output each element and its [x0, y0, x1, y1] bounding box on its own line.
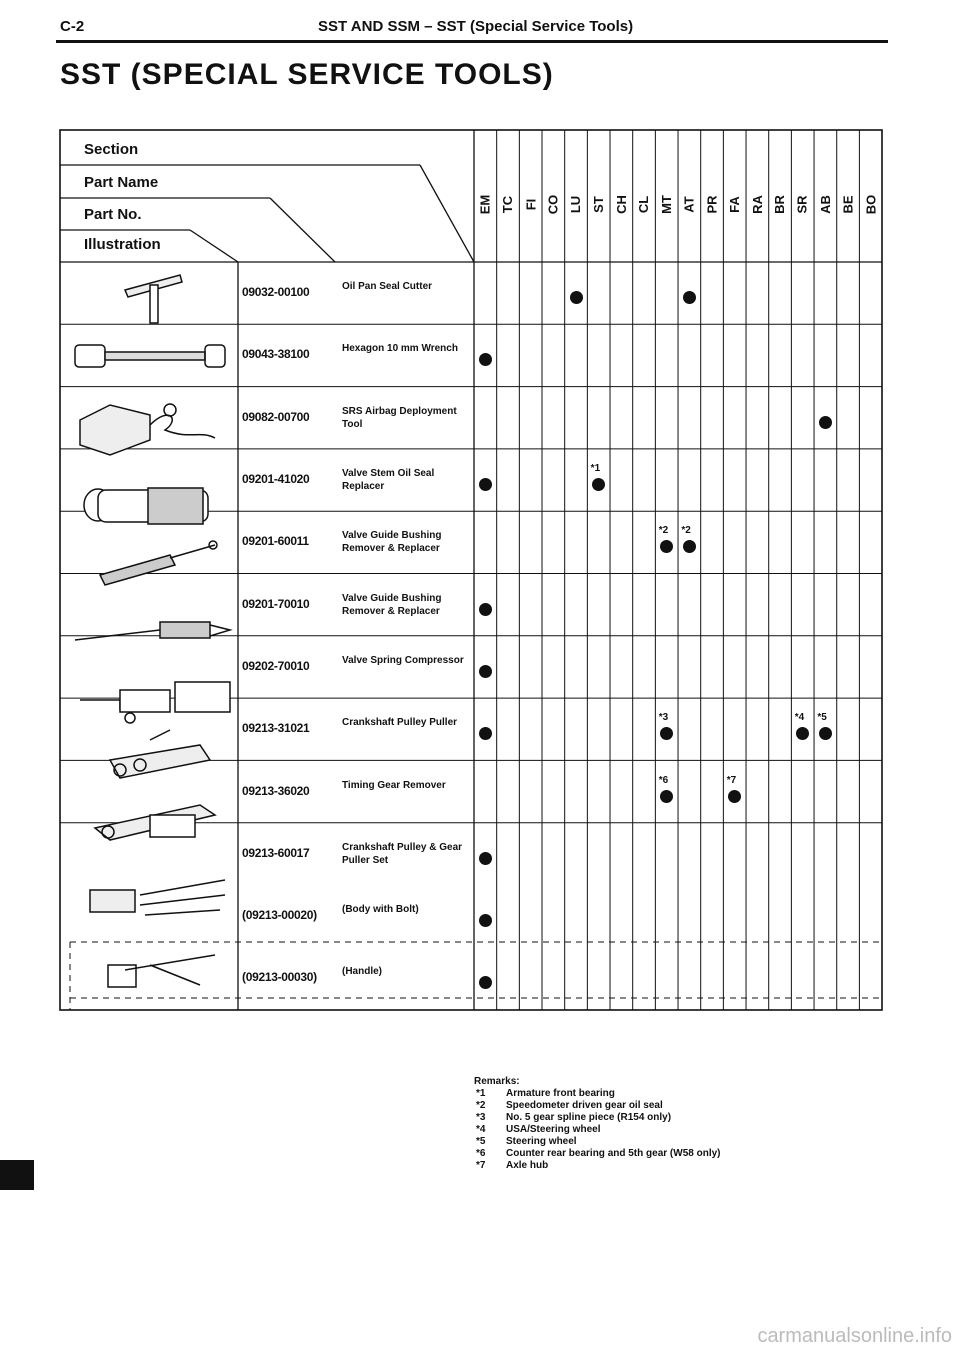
section-col-pr [700, 176, 724, 232]
section-col-tc [496, 176, 520, 232]
usage-note: *5 [817, 712, 827, 724]
usage-dot [479, 852, 492, 865]
part-name: SRS Airbag Deployment Tool [342, 405, 457, 430]
usage-note: *4 [794, 712, 805, 724]
usage-dot [479, 665, 492, 678]
part-name: Valve Guide Bushing Remover & Replacer [342, 530, 442, 555]
part-number: 09201-41020 [242, 472, 310, 487]
part-name: Crankshaft Pulley Puller [342, 717, 458, 729]
part-no-label: Part No. [84, 206, 142, 223]
part-number: 09201-70010 [242, 596, 310, 611]
remark-number: *5 [476, 1136, 486, 1147]
remark-number: *6 [476, 1148, 486, 1159]
remark-number: *1 [476, 1088, 486, 1099]
usage-note: *2 [658, 525, 669, 537]
section-code: FI [522, 198, 538, 210]
remark-item [474, 1112, 720, 1124]
remark-number: *7 [476, 1160, 486, 1171]
usage-dot [479, 603, 492, 616]
remark-text: Counter rear bearing and 5th gear (W58 only) [506, 1148, 721, 1159]
remark-item [474, 1136, 720, 1148]
section-col-fi [518, 176, 542, 232]
usage-note: *7 [726, 774, 737, 786]
section-code: BR [772, 194, 788, 214]
section-col-cl [632, 176, 656, 232]
section-code: FA [726, 195, 742, 213]
remark-text: USA/Steering wheel [506, 1124, 601, 1135]
usage-dot [819, 416, 832, 429]
section-col-be [836, 176, 860, 232]
part-number: 09202-70010 [242, 658, 310, 673]
section-code: AT [681, 195, 697, 213]
remark-item [474, 1100, 720, 1112]
running-header: SST AND SSM – SST (Special Service Tools) [318, 18, 634, 35]
remark-number: *3 [476, 1112, 486, 1123]
usage-dot [479, 914, 492, 927]
section-code: TC [500, 195, 516, 213]
section-code: SR [794, 194, 810, 214]
section-col-lu [564, 176, 588, 232]
section-label: Section [84, 141, 139, 158]
section-code: MT [658, 194, 674, 214]
usage-dot [683, 291, 696, 304]
section-code: BE [840, 194, 856, 214]
remarks-title: Remarks: [474, 1076, 520, 1087]
part-name: Valve Spring Compressor [342, 654, 464, 666]
part-name: Hexagon 10 mm Wrench [342, 343, 458, 355]
usage-dot [660, 790, 673, 803]
part-name: (Handle) [342, 966, 382, 978]
usage-dot [728, 790, 741, 803]
section-col-ab [813, 176, 837, 232]
usage-note: *2 [681, 525, 691, 537]
section-code: BO [862, 194, 878, 214]
remark-number: *2 [476, 1100, 486, 1111]
page-heading: SST (SPECIAL SERVICE TOOLS) [60, 58, 554, 91]
part-number: 09082-00700 [242, 409, 310, 424]
usage-note: *6 [658, 774, 669, 786]
remarks-block [474, 1076, 720, 1172]
part-name: Crankshaft Pulley & Gear Puller Set [342, 841, 463, 866]
section-col-bo [858, 176, 882, 232]
section-col-st [586, 176, 610, 232]
part-name: Oil Pan Seal Cutter [342, 281, 433, 293]
section-col-at [677, 176, 701, 232]
section-code: PR [704, 194, 720, 214]
usage-dot [479, 727, 492, 740]
remark-item [474, 1148, 720, 1160]
section-code: AB [817, 194, 833, 214]
part-name: Valve Stem Oil Seal Replacer [342, 468, 435, 493]
section-col-em [473, 176, 497, 232]
remark-item [474, 1088, 720, 1100]
part-number: 09213-60017 [242, 845, 310, 860]
remark-number: *4 [476, 1124, 486, 1135]
section-code: CH [613, 194, 629, 214]
part-number: 09213-31021 [242, 721, 310, 736]
remark-text: Armature front bearing [506, 1088, 615, 1099]
page-edge-tab [0, 1160, 34, 1190]
part-name-label: Part Name [84, 174, 159, 191]
usage-note: *1 [590, 463, 601, 475]
section-col-mt [654, 176, 678, 232]
part-number: (09213-00030) [242, 970, 317, 985]
remark-item [474, 1124, 720, 1136]
section-col-sr [790, 176, 814, 232]
section-col-fa [722, 176, 746, 232]
section-code: EM [477, 194, 493, 214]
section-col-ch [609, 176, 633, 232]
page-number: C-2 [60, 18, 85, 35]
part-number: 09201-60011 [242, 534, 309, 549]
section-col-br [768, 176, 792, 232]
section-code: CL [636, 195, 652, 213]
part-name: (Body with Bolt) [342, 904, 419, 916]
section-code: CO [545, 194, 561, 214]
part-number: (09213-00020) [242, 908, 317, 923]
section-code: LU [568, 195, 584, 213]
part-number: 09213-36020 [242, 783, 310, 798]
usage-dot [570, 291, 583, 304]
part-number: 09032-00100 [242, 285, 310, 300]
remark-text: Steering wheel [506, 1136, 577, 1147]
remark-text: Speedometer driven gear oil seal [506, 1100, 663, 1111]
section-code: ST [590, 195, 606, 213]
section-code: RA [749, 194, 765, 214]
remark-item [474, 1160, 720, 1172]
section-col-co [541, 176, 565, 232]
part-name: Timing Gear Remover [342, 779, 446, 791]
section-col-ra [745, 176, 769, 232]
watermark: carmanualsonline.info [757, 1325, 952, 1347]
illustration-label: Illustration [84, 236, 161, 253]
remark-text: No. 5 gear spline piece (R154 only) [506, 1112, 672, 1123]
usage-dot [479, 478, 492, 491]
part-name: Valve Guide Bushing Remover & Replacer [342, 592, 442, 617]
part-number: 09043-38100 [242, 347, 310, 362]
remark-text: Axle hub [506, 1160, 549, 1171]
usage-note: *3 [658, 712, 669, 724]
